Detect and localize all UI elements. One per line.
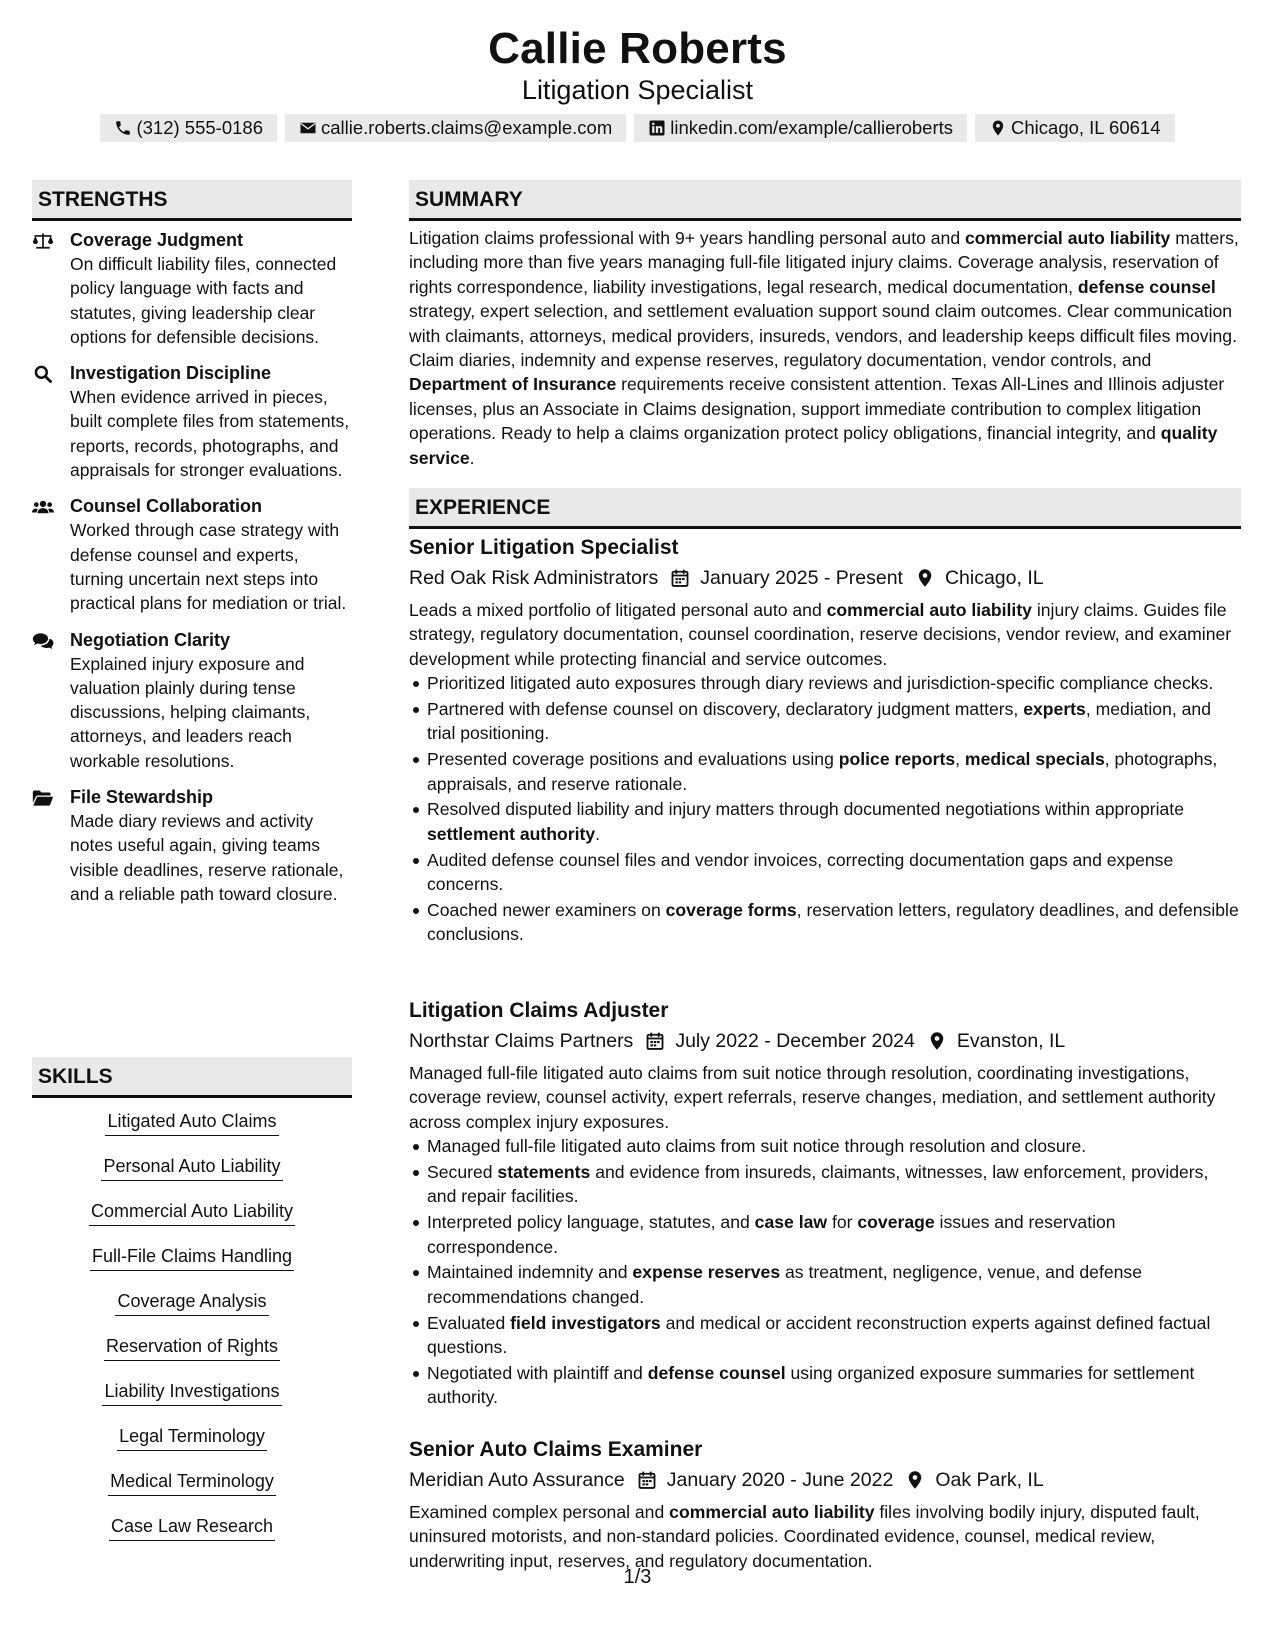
skill-item: Commercial Auto Liability bbox=[89, 1198, 295, 1226]
text-fragment: Coached newer examiners on bbox=[427, 899, 666, 920]
text-fragment: for bbox=[827, 1212, 858, 1233]
job-intro bbox=[409, 1061, 1241, 1134]
job-dates: January 2025 - Present bbox=[700, 567, 903, 589]
job-dates: January 2020 - June 2022 bbox=[666, 1469, 894, 1491]
text-fragment: Prioritized litigated auto exposures through diary reviews and jurisdiction-specific compliance checks. bbox=[427, 673, 1214, 694]
strength-item bbox=[32, 228, 352, 349]
emphasis-text: coverage bbox=[857, 1212, 935, 1233]
emphasis-text: coverage forms bbox=[665, 899, 797, 920]
skill-item: Liability Investigations bbox=[102, 1378, 281, 1406]
list-item bbox=[427, 797, 1241, 846]
text-fragment: Resolved disputed liability and injury matters through documented negotiations within appropriate bbox=[427, 799, 1184, 820]
summary-emphasis: defense counsel bbox=[1077, 276, 1216, 297]
map-pin-icon bbox=[915, 568, 935, 588]
job-title: Litigation Claims Adjuster bbox=[409, 999, 669, 1022]
candidate-name: Callie Roberts bbox=[488, 24, 787, 73]
text-fragment: , mediation, and trial positioning. bbox=[427, 699, 1212, 744]
emphasis-text: commercial auto liability bbox=[669, 1502, 875, 1522]
text-fragment: Managed full-file litigated auto claims from suit notice through resolution, coordinating investigations, coverage review, counsel activity, expert referrals, reserve changes, mediation, and settlement authority across complex injury exposures. bbox=[409, 1063, 1216, 1132]
strength-item bbox=[32, 494, 352, 615]
job-intro bbox=[409, 598, 1241, 671]
text-fragment: Examined complex personal and bbox=[409, 1502, 670, 1522]
emphasis-text: commercial auto liability bbox=[826, 600, 1032, 620]
calendar-icon bbox=[670, 568, 690, 588]
job-location: Oak Park, IL bbox=[935, 1469, 1044, 1491]
job-entry bbox=[409, 997, 1241, 1411]
emphasis-text: medical specials bbox=[964, 749, 1105, 770]
skills-heading: SKILLS bbox=[32, 1057, 352, 1098]
job-location: Evanston, IL bbox=[956, 1030, 1066, 1052]
summary-section bbox=[409, 226, 1241, 470]
skill-item: Full-File Claims Handling bbox=[90, 1243, 294, 1271]
contact-location-text: Chicago, IL 60614 bbox=[1011, 117, 1161, 138]
contact-phone-text: (312) 555-0186 bbox=[136, 117, 263, 138]
emphasis-text: police reports bbox=[838, 749, 956, 770]
text-fragment: , bbox=[955, 749, 965, 770]
scale-icon bbox=[32, 231, 54, 251]
job-dates: July 2022 - December 2024 bbox=[675, 1030, 915, 1052]
contact-location bbox=[975, 114, 1174, 142]
skill-item: Litigated Auto Claims bbox=[105, 1108, 278, 1136]
summary-emphasis: quality service bbox=[409, 423, 1218, 468]
text-fragment: and medical or accident reconstruction experts against defined factual questions. bbox=[427, 1312, 1211, 1358]
job-company: Red Oak Risk Administrators bbox=[409, 567, 659, 589]
strengths-list bbox=[32, 228, 352, 918]
list-item bbox=[427, 898, 1241, 947]
search-icon bbox=[32, 364, 54, 384]
list-item bbox=[427, 1160, 1241, 1209]
strength-desc: When evidence arrived in pieces, built complete files from statements, reports, records, photographs, and appraisals for stronger evaluations. bbox=[70, 387, 350, 481]
text-fragment: as treatment, negligence, venue, and defense recommendations changed. bbox=[427, 1262, 1143, 1307]
strength-title: Counsel Collaboration bbox=[70, 496, 263, 517]
skills-list bbox=[32, 1108, 352, 1558]
strength-desc: Worked through case strategy with defense counsel and experts, turning uncertain next steps into practical plans for mediation or trial. bbox=[70, 520, 347, 614]
text-fragment: Negotiated with plaintiff and bbox=[427, 1362, 648, 1383]
summary-heading: SUMMARY bbox=[409, 180, 1241, 221]
list-item bbox=[427, 697, 1241, 746]
strengths-heading: STRENGTHS bbox=[32, 180, 352, 221]
text-fragment: issues and reservation correspondence. bbox=[427, 1212, 1116, 1257]
emphasis-text: settlement authority bbox=[427, 823, 596, 844]
job-bullets bbox=[409, 671, 1241, 946]
job-entry bbox=[409, 1436, 1241, 1573]
text-fragment: Evaluated bbox=[427, 1312, 511, 1333]
chat-icon bbox=[32, 631, 54, 651]
users-icon bbox=[32, 497, 54, 517]
strength-item bbox=[32, 361, 352, 482]
page-number: 1/3 bbox=[623, 1566, 652, 1588]
strength-item bbox=[32, 785, 352, 906]
text-fragment: using organized exposure summaries for settlement authority. bbox=[427, 1362, 1195, 1408]
job-meta bbox=[409, 1027, 1241, 1055]
text-fragment: Maintained indemnity and bbox=[427, 1262, 633, 1283]
summary-fragment: strategy, expert selection, and settlement evaluation support sound claim outcomes. Clear communication with claimants, attorneys, medical providers, insureds, vendors, and leadership keeps difficult files moving. Claim diaries, indemnity and expense reserves, regulatory documentation, vendor controls, and bbox=[409, 301, 1237, 371]
skill-item: Reservation of Rights bbox=[104, 1333, 280, 1361]
job-location: Chicago, IL bbox=[944, 567, 1044, 589]
text-fragment: , photographs, appraisals, and reserve rationale. bbox=[427, 749, 1218, 794]
skill-item: Coverage Analysis bbox=[115, 1288, 268, 1316]
strength-desc: Made diary reviews and activity notes useful again, giving teams visible deadlines, reserve rationale, and a reliable path toward closure. bbox=[70, 811, 344, 904]
text-fragment: Leads a mixed portfolio of litigated personal auto and bbox=[409, 600, 827, 620]
contact-email-text: callie.roberts.claims@example.com bbox=[321, 117, 613, 138]
text-fragment: Managed full-file litigated auto claims from suit notice through resolution and closure. bbox=[427, 1136, 1087, 1157]
text-fragment: Audited defense counsel files and vendor invoices, correcting documentation gaps and expense concerns. bbox=[427, 849, 1174, 895]
skill-item: Legal Terminology bbox=[117, 1423, 267, 1451]
emphasis-text: expense reserves bbox=[632, 1262, 781, 1283]
text-fragment: Partnered with defense counsel on discovery, declaratory judgment matters, bbox=[427, 699, 1024, 720]
job-company: Meridian Auto Assurance bbox=[409, 1469, 625, 1491]
job-bullets bbox=[409, 1134, 1241, 1409]
list-item bbox=[427, 1260, 1241, 1309]
summary-fragment: . bbox=[469, 447, 475, 468]
map-pin-icon bbox=[927, 1031, 947, 1051]
text-fragment: Presented coverage positions and evaluations using bbox=[427, 749, 839, 770]
emphasis-text: defense counsel bbox=[647, 1362, 786, 1383]
strength-desc: On difficult liability files, connected policy language with facts and statutes, giving leadership clear options for defensible decisions. bbox=[70, 254, 337, 347]
contact-email[interactable] bbox=[285, 114, 626, 142]
strength-desc: Explained injury exposure and valuation plainly during tense discussions, helping claimants, attorneys, and leaders reach workable resolutions. bbox=[70, 653, 311, 771]
skill-item: Personal Auto Liability bbox=[101, 1153, 282, 1181]
strength-title: Negotiation Clarity bbox=[70, 629, 231, 650]
text-fragment: . bbox=[595, 823, 601, 844]
summary-emphasis: commercial auto liability bbox=[965, 228, 1171, 248]
summary-fragment: matters, including more than five years managing full-file litigated injury claims. Coverage analysis, reservation of rights correspondence, liability investigations, legal research, medical documentation, bbox=[409, 228, 1239, 297]
strength-item bbox=[32, 628, 352, 773]
text-fragment: injury claims. Guides file strategy, regulatory documentation, counsel coordination, reserve decisions, vendor review, and examiner development while protecting financial and service outcomes. bbox=[409, 600, 1232, 669]
strength-title: File Stewardship bbox=[70, 787, 214, 808]
job-meta bbox=[409, 564, 1241, 592]
map-pin-icon bbox=[905, 1470, 925, 1490]
skill-item: Case Law Research bbox=[109, 1513, 275, 1541]
calendar-icon bbox=[645, 1031, 665, 1051]
list-item bbox=[427, 1311, 1241, 1360]
map-pin-icon bbox=[989, 119, 1007, 137]
calendar-icon bbox=[637, 1470, 657, 1490]
contact-phone[interactable] bbox=[100, 114, 277, 142]
job-entry bbox=[409, 534, 1241, 948]
text-fragment: , reservation letters, regulatory deadlines, and defensible conclusions. bbox=[427, 899, 1239, 945]
emphasis-text: statements bbox=[497, 1162, 591, 1183]
text-fragment: files involving bodily injury, disputed fault, uninsured motorists, and non-standard policies. Coordinated evidence, counsel, medical review, underwriting input, reserves, and regulatory documentation. bbox=[409, 1502, 1200, 1571]
list-item bbox=[427, 1361, 1241, 1410]
summary-fragment: Litigation claims professional with 9+ years handling personal auto and bbox=[409, 228, 966, 248]
emphasis-text: field investigators bbox=[510, 1312, 661, 1333]
text-fragment: Secured bbox=[427, 1162, 498, 1183]
contact-linkedin[interactable] bbox=[634, 114, 967, 142]
envelope-icon bbox=[299, 119, 317, 137]
list-item bbox=[427, 848, 1241, 897]
text-fragment: Interpreted policy language, statutes, and bbox=[427, 1212, 755, 1233]
summary-fragment: requirements receive consistent attention. Texas All-Lines and Illinois adjuster licenses, plus an Associate in Claims designation, support immediate contribution to complex litigation operations. Ready to help a claims organization protect policy obligations, financial integrity, and bbox=[409, 374, 1225, 444]
folder-open-icon bbox=[32, 788, 54, 808]
list-item bbox=[427, 671, 1241, 695]
summary-text bbox=[409, 226, 1241, 470]
text-fragment: and evidence from insureds, claimants, witnesses, law enforcement, providers, and repair facilities. bbox=[427, 1162, 1209, 1207]
emphasis-text: case law bbox=[754, 1212, 828, 1233]
job-title: Senior Auto Claims Examiner bbox=[409, 1438, 703, 1461]
emphasis-text: experts bbox=[1023, 699, 1086, 720]
strength-title: Investigation Discipline bbox=[70, 363, 272, 384]
contact-linkedin-text: linkedin.com/example/callieroberts bbox=[670, 117, 954, 138]
job-intro bbox=[409, 1500, 1241, 1573]
candidate-role: Litigation Specialist bbox=[521, 75, 754, 105]
list-item bbox=[427, 1210, 1241, 1259]
summary-emphasis: Department of Insurance bbox=[409, 374, 617, 395]
job-company: Northstar Claims Partners bbox=[409, 1030, 634, 1052]
list-item bbox=[427, 1134, 1241, 1158]
skill-item: Medical Terminology bbox=[108, 1468, 276, 1496]
experience-heading: EXPERIENCE bbox=[409, 488, 1241, 529]
linkedin-icon bbox=[648, 119, 666, 137]
strength-title: Coverage Judgment bbox=[70, 230, 244, 250]
job-title: Senior Litigation Specialist bbox=[409, 536, 679, 559]
contact-bar bbox=[0, 114, 1275, 142]
phone-icon bbox=[114, 119, 132, 137]
list-item bbox=[427, 747, 1241, 796]
job-meta bbox=[409, 1466, 1241, 1494]
